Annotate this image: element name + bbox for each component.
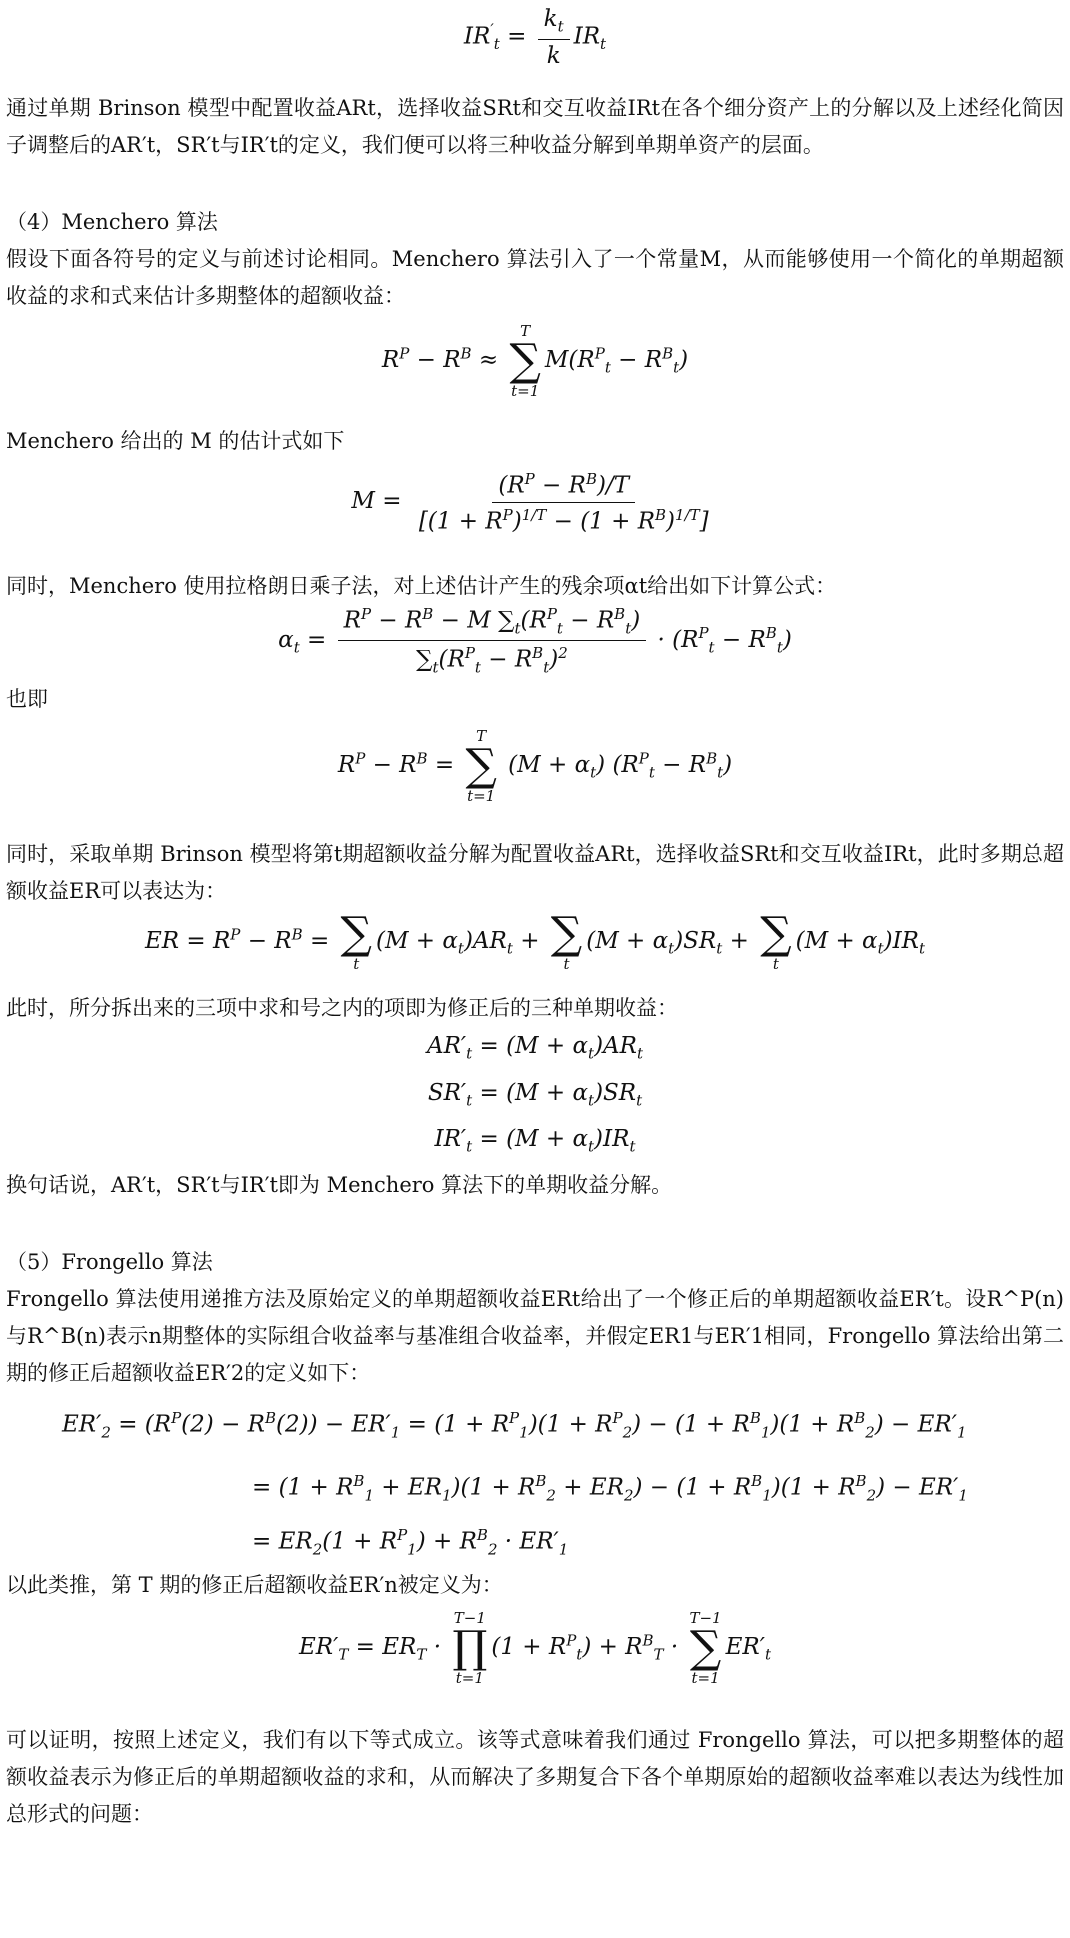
equation-er2-line1: $ER'_2 = (R^P(2) - R^B(2)) - ER'_1 = (1 + R^P_1)(1 + R^P_2) - (1 + R^B_1)(1 + R^B_2) - ER'_1$	[62, 1408, 967, 1442]
paragraph-proof: 可以证明，按照上述定义，我们有以下等式成立。该等式意味着我们通过 Frongello 算法，可以把多期整体的超额收益表示为修正后的单期超额收益的求和，从而解决了多期复合下各个单期原始的超额收益率难以表达为线性加总形式的问题：	[6, 1727, 1064, 1826]
paragraph-decomposition: 通过单期 Brinson 模型中配置收益ARt，选择收益SRt和交互收益IRt在各个细分资产上的分解以及上述经化简因子调整后的AR′t，SR′t与IR′t的定义，我们便可以将三种收益分解到单期单资产的层面。	[6, 96, 1064, 157]
equation-alpha: $\alpha_t$ = $\frac{R^P - R^B - M \sum_t(R^P_t - R^B_t)}{\sum_t(R^P_t - R^B_t)^2}$ · $(R^P_t - R^B_t)$	[278, 605, 792, 677]
equation-ar-prime: $AR'_t = (M + \alpha_t)AR_t$	[427, 1033, 643, 1063]
paragraph-frongello-intro: Frongello 算法使用递推方法及原始定义的单期超额收益ERt给出了一个修正后的单期超额收益ER′t。设R^P(n)与R^B(n)表示n期整体的实际组合收益率与基准组合收益率，并假定ER1与ER′1相同，Frongello 算法给出第二期的修正后超额收益ER′2的定义如下：	[6, 1286, 1064, 1385]
section-4-title: （4）Menchero 算法	[6, 210, 218, 234]
paragraph-brinson-split: 同时，采取单期 Brinson 模型将第t期超额收益分解为配置收益ARt，选择收益SRt和交互收益IRt，此时多期总超额收益ER可以表达为：	[6, 842, 1064, 903]
equation-er-t: $ER'_T = ER_T$ · T−1 ∏ t=1 $(1 + R^P_t) + R^B_T$ · T−1 ∑ t=1 $ER'_t$	[299, 1608, 771, 1687]
equation-m: M = $\frac{(R^P - R^B)/T}{[(1 + R^P)^{1/T} - (1 + R^B)^{1/T}]}$	[351, 470, 709, 535]
equation-ir-prime-menchero: $IR'_t = (M + \alpha_t)IR_t$	[434, 1126, 636, 1156]
paragraph-menchero-intro: 假设下面各符号的定义与前述讨论相同。Menchero 算法引入了一个常量M，从而能够使用一个简化的单期超额收益的求和式来估计多期整体的超额收益：	[6, 247, 1064, 308]
paragraph-also: 也即	[6, 687, 48, 711]
equation-er-total: ER = $R^P - R^B$ = ∑ t $(M + \alpha_t)AR_t$ + ∑ t $(M + \alpha_t)SR_t$ + ∑ t $(M + \alpha_t)IR_t$	[144, 908, 926, 973]
paragraph-modified-returns: 此时，所分拆出来的三项中求和号之内的项即为修正后的三种单期收益：	[6, 996, 678, 1020]
equation-ir-prime: $IR'_t$ = $\frac{k_t}{k}$ $IR_t$	[463, 6, 607, 69]
paragraph-lagrange: 同时，Menchero 使用拉格朗日乘子法，对上述估计产生的残余项αt给出如下计算公式：	[6, 574, 837, 598]
section-5-title: （5）Frongello 算法	[6, 1249, 213, 1274]
paragraph-m-estimate: Menchero 给出的 M 的估计式如下	[6, 429, 345, 453]
equation-er2-line2: = $(1 + R^B_1 + ER_1)(1 + R^B_2 + ER_2) - (1 + R^B_1)(1 + R^B_2) - ER'_1$	[252, 1472, 968, 1505]
equation-sr-prime: $SR'_t = (M + \alpha_t)SR_t$	[427, 1079, 643, 1110]
paragraph-menchero-summary: 换句话说，AR′t，SR′t与IR′t即为 Menchero 算法下的单期收益分解。	[6, 1172, 673, 1197]
equation-menchero-exact: $R^P - R^B$ = T ∑ t=1 $(M + \alpha_t)$ $(R^P_t - R^B_t)$	[337, 727, 733, 805]
equation-menchero-approx: $R^P - R^B$ ≈ T ∑ t=1 $M(R^P_t - R^B_t)$	[381, 322, 689, 400]
paragraph-by-analogy: 以此类推，第 T 期的修正后超额收益ER′n被定义为：	[6, 1572, 503, 1597]
equation-er2-line3: = $ER_2(1 + R^P_1) + R^B_2 \cdot ER'_1$	[252, 1526, 569, 1559]
